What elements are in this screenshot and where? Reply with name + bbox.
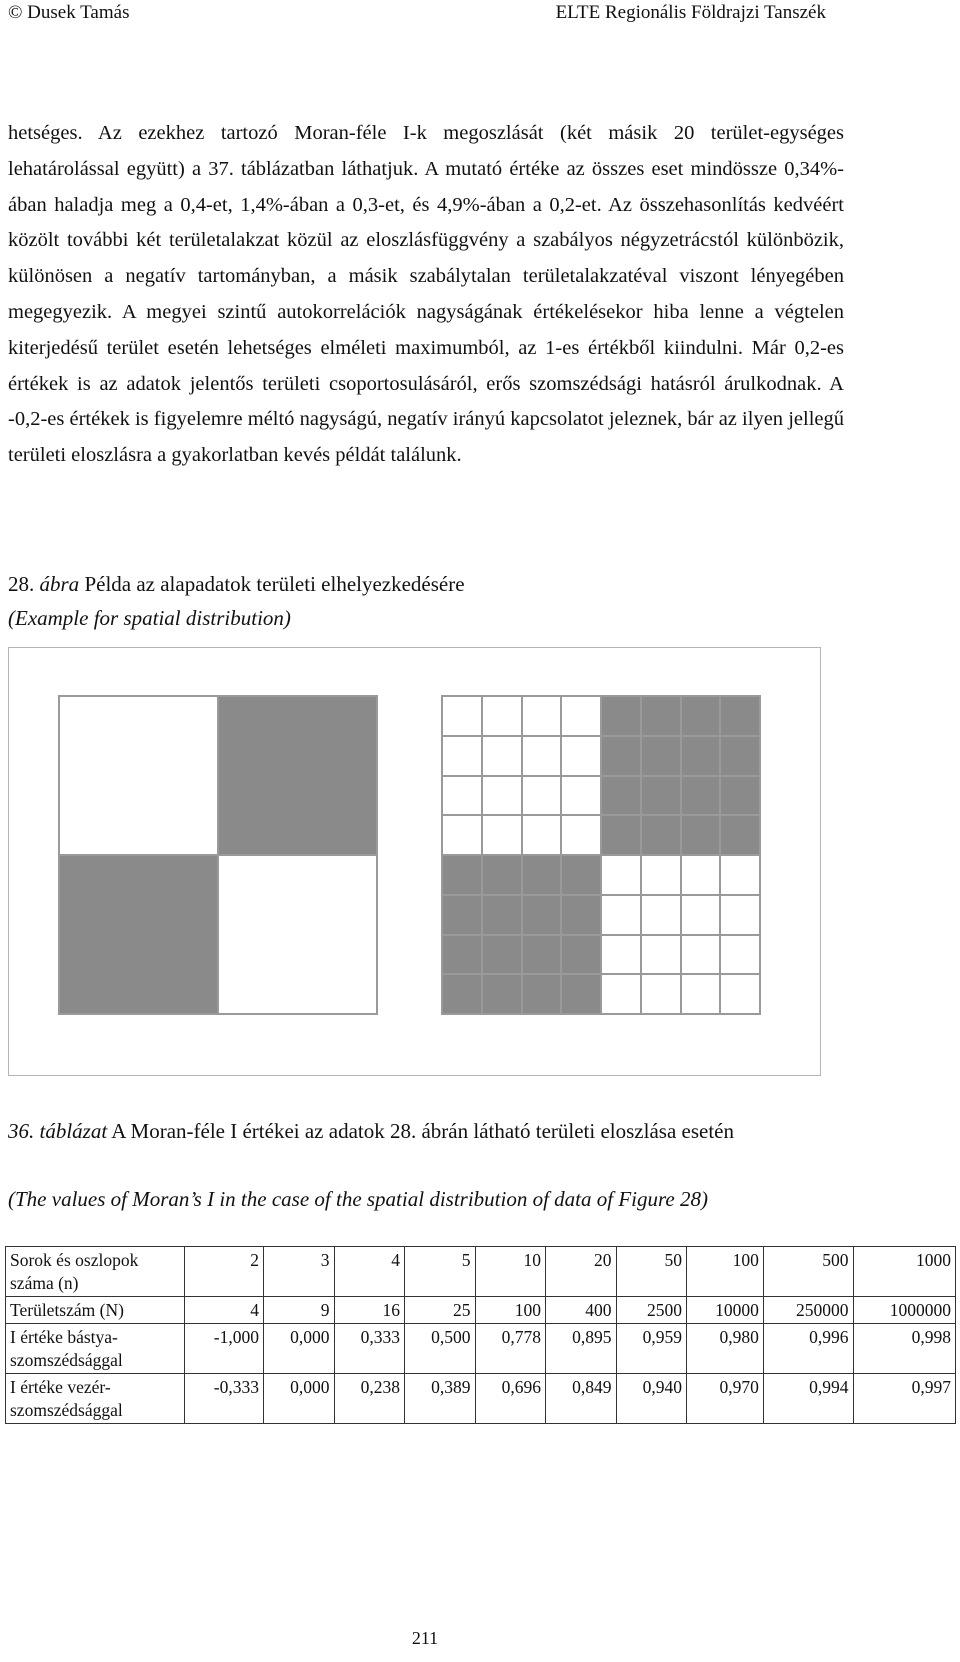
grid-cell-light [720, 895, 760, 935]
grid-cell-light [561, 696, 601, 736]
grid-cell-dark [522, 974, 562, 1014]
grid-cell-dark [681, 815, 721, 855]
grid-cell-light [720, 855, 760, 895]
grid-cell-dark [442, 974, 482, 1014]
grid-cell-dark [522, 895, 562, 935]
figure-title: Példa az alapadatok területi elhelyezkedésére [84, 572, 465, 596]
grid-cell-dark [601, 696, 641, 736]
grid-cell-dark [482, 895, 522, 935]
table-number: 36. [8, 1119, 35, 1143]
figure-number: 28. [8, 572, 35, 596]
grid-cell-dark [218, 696, 377, 855]
table-row [6, 1247, 956, 1297]
table-title: A Moran-féle I értékei az adatok 28. ábrán látható területi eloszlása esetén [111, 1119, 734, 1143]
grid-cell-light [720, 935, 760, 975]
grid-cell-light [482, 736, 522, 776]
table-cell: 250000 [763, 1297, 853, 1324]
table-cell: 0,778 [475, 1324, 546, 1374]
grid-cell-light [561, 736, 601, 776]
table-cell: 50 [616, 1247, 687, 1297]
grid-cell-dark [482, 855, 522, 895]
grid-cell-dark [442, 855, 482, 895]
grid-cell-light [601, 855, 641, 895]
grid-cell-dark [720, 776, 760, 816]
table-cell: 400 [546, 1297, 617, 1324]
page-header [0, 0, 960, 28]
table-cell: 2 [185, 1247, 264, 1297]
grid-cell-light [601, 895, 641, 935]
table-cell: 0,997 [853, 1374, 955, 1424]
grid-cell-light [681, 895, 721, 935]
grid-cell-light [482, 696, 522, 736]
grid-cell-light [561, 815, 601, 855]
grid-cell-dark [641, 736, 681, 776]
table-cell: 5 [405, 1247, 476, 1297]
table-cell: 0,895 [546, 1324, 617, 1374]
grid-cell-dark [442, 895, 482, 935]
figure-caption [8, 567, 465, 601]
table-cell: 0,996 [763, 1324, 853, 1374]
grid-cell-dark [561, 974, 601, 1014]
moran-values-table [5, 1246, 956, 1424]
grid-cell-dark [720, 815, 760, 855]
table-cell: 25 [405, 1297, 476, 1324]
coarse-grid-2x2 [58, 695, 378, 1015]
table-cell: 1000 [853, 1247, 955, 1297]
table-cell: 20 [546, 1247, 617, 1297]
grid-cell-dark [681, 696, 721, 736]
table-cell: 0,238 [334, 1374, 405, 1424]
grid-cell-dark [442, 935, 482, 975]
table-cell: 0,000 [264, 1324, 335, 1374]
table-cell: 100 [687, 1247, 764, 1297]
header-copyright: © Dusek Tamás [8, 2, 130, 23]
grid-cell-light [442, 815, 482, 855]
fine-grid-8x8 [441, 695, 761, 1015]
grid-cell-dark [641, 815, 681, 855]
grid-cell-dark [720, 736, 760, 776]
table-cell: 0,389 [405, 1374, 476, 1424]
grid-cell-light [482, 776, 522, 816]
grid-cell-light [59, 696, 218, 855]
grid-cell-light [522, 696, 562, 736]
grid-cell-dark [681, 776, 721, 816]
grid-cell-light [641, 974, 681, 1014]
table-cell: 0,940 [616, 1374, 687, 1424]
grid-cell-dark [561, 895, 601, 935]
row-label: Területszám (N) [6, 1297, 185, 1324]
grid-cell-light [641, 895, 681, 935]
figure-caption-english: (Example for spatial distribution) [8, 606, 291, 630]
table-cell: 10 [475, 1247, 546, 1297]
grid-cell-dark [601, 736, 641, 776]
table-cell: 0,980 [687, 1324, 764, 1374]
table-cell: 16 [334, 1297, 405, 1324]
table-row [6, 1297, 956, 1324]
table-cell: 0,994 [763, 1374, 853, 1424]
grid-cell-light [561, 776, 601, 816]
table-label: táblázat [39, 1119, 108, 1143]
page-number: 211 [411, 1628, 439, 1648]
header-institution: ELTE Regionális Földrajzi Tanszék [555, 2, 826, 23]
grid-cell-dark [641, 696, 681, 736]
grid-cell-dark [482, 974, 522, 1014]
grid-cell-light [641, 935, 681, 975]
table-cell: 2500 [616, 1297, 687, 1324]
table-cell: 0,000 [264, 1374, 335, 1424]
grid-cell-dark [59, 855, 218, 1014]
table-cell: 9 [264, 1297, 335, 1324]
table-cell: 0,333 [334, 1324, 405, 1374]
table-cell: 0,970 [687, 1374, 764, 1424]
grid-cell-light [522, 815, 562, 855]
table-caption-english: (The values of Moran’s I in the case of the spatial distribution of data of Figure 28) [8, 1187, 708, 1211]
row-label: Sorok és oszlopok száma (n) [6, 1247, 185, 1297]
grid-cell-light [442, 776, 482, 816]
table-cell: -0,333 [185, 1374, 264, 1424]
grid-cell-light [601, 974, 641, 1014]
table-cell: 1000000 [853, 1297, 955, 1324]
table-cell: 0,998 [853, 1324, 955, 1374]
grid-cell-dark [522, 935, 562, 975]
grid-cell-dark [720, 696, 760, 736]
grid-cell-light [522, 736, 562, 776]
figure-label: ábra [39, 572, 80, 596]
row-label: I értéke bástya-szomszédsággal [6, 1324, 185, 1374]
grid-cell-dark [601, 776, 641, 816]
grid-cell-light [681, 855, 721, 895]
table-cell: 0,959 [616, 1324, 687, 1374]
grid-cell-dark [482, 935, 522, 975]
grid-cell-dark [561, 935, 601, 975]
grid-cell-light [218, 855, 377, 1014]
body-paragraph: hetséges. Az ezekhez tartozó Moran-féle I-k megoszlását (két másik 20 terület-egységes lehatárolással együtt) a 37. táblázatban láthatjuk. A mutató értéke az összes eset mindössze 0,34%-ában haladja meg a 0,4-et, 1,4%-ában a 0,3-et, és 4,9%-ában a 0,2-et. Az összehasonlítás kedvéért közölt további két területalakzat közül az eloszlásfüggvény a szabályos négyzetrácstól különbözik, különösen a negatív tartományban, a másik szabálytalan területalakzatéval viszont lényegében megegyezik. A megyei szintű autokorrelációk nagyságának értékelésekor hiba lenne a végtelen kiterjedésű terület esetén lehetséges elméleti maximumból, az 1-es értékből kiindulni. Már 0,2-es értékek is az adatok jelentős területi csoportosulásáról, erős szomszédsági hatásról árulkodnak. A -0,2-es értékek is figyelemre méltó nagyságú, negatív irányú kapcsolatot jeleznek, bár az ilyen jellegű területi eloszlásra a gyakorlatban kevés példát találunk. [8, 122, 844, 467]
table-cell: 0,696 [475, 1374, 546, 1424]
grid-cell-light [681, 974, 721, 1014]
table-cell: 3 [264, 1247, 335, 1297]
grid-cell-dark [601, 815, 641, 855]
table-row [6, 1324, 956, 1374]
grid-cell-light [522, 776, 562, 816]
row-label: I értéke vezér-szomszédsággal [6, 1374, 185, 1424]
grid-cell-dark [681, 736, 721, 776]
table-cell: 10000 [687, 1297, 764, 1324]
grid-cell-dark [641, 776, 681, 816]
grid-cell-light [442, 736, 482, 776]
table-cell: 100 [475, 1297, 546, 1324]
grid-cell-light [641, 855, 681, 895]
table-caption [8, 1113, 848, 1149]
grid-cell-dark [561, 855, 601, 895]
grid-cell-dark [522, 855, 562, 895]
table-cell: 4 [334, 1247, 405, 1297]
table-cell: -1,000 [185, 1324, 264, 1374]
table-cell: 500 [763, 1247, 853, 1297]
grid-cell-light [482, 815, 522, 855]
grid-cell-light [681, 935, 721, 975]
table-row [6, 1374, 956, 1424]
grid-cell-light [601, 935, 641, 975]
figure-28-frame [8, 647, 821, 1076]
table-cell: 0,849 [546, 1374, 617, 1424]
table-cell: 0,500 [405, 1324, 476, 1374]
grid-cell-light [720, 974, 760, 1014]
grid-cell-light [442, 696, 482, 736]
table-cell: 4 [185, 1297, 264, 1324]
